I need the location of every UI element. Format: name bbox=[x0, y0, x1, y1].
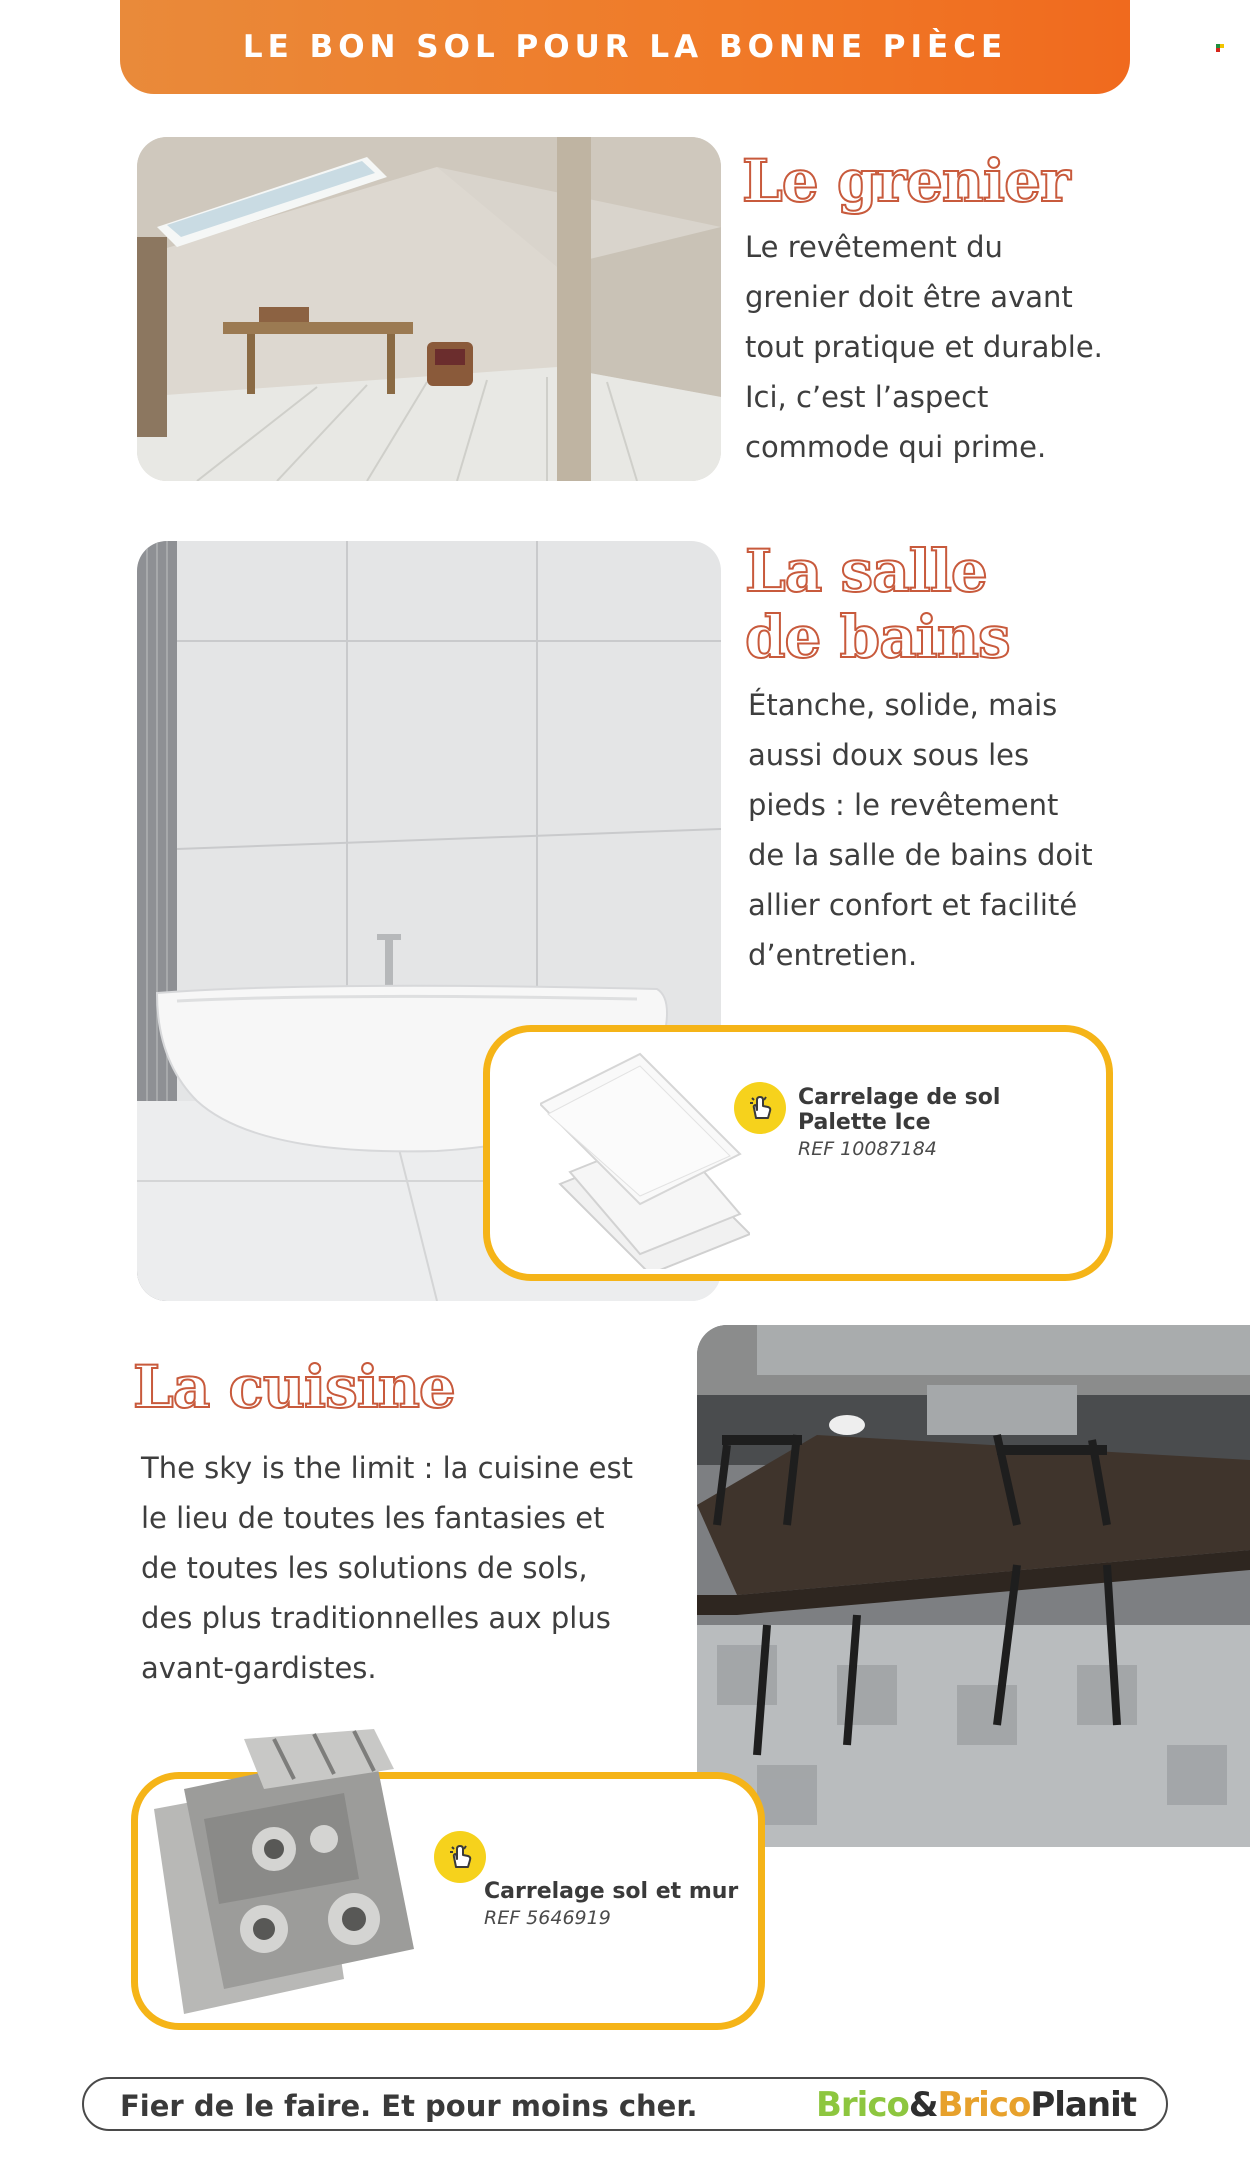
section-title-bathroom-line1: La salle bbox=[745, 537, 987, 605]
footer-slogan: Fier de le faire. Et pour moins cher. bbox=[120, 2089, 698, 2123]
product-ref: REF 10087184 bbox=[798, 1138, 937, 1160]
product-image-patterned-tiles bbox=[144, 1729, 444, 2039]
corner-logo-dots bbox=[1216, 44, 1226, 52]
attic-photo bbox=[137, 137, 721, 481]
banner-title: LE BON SOL POUR LA BONNE PIÈCE bbox=[242, 29, 1008, 65]
hand-pointer-icon bbox=[734, 1082, 786, 1134]
product-name-line1: Carrelage de sol bbox=[798, 1085, 1001, 1110]
logo-part-brico2: Brico bbox=[937, 2085, 1031, 2125]
section-text-grenier: Le revêtement du grenier doit être avant tout pratique et durable. Ici, c’est l’aspect commode qui prime. bbox=[745, 230, 1103, 464]
section-title-bathroom-line2: de bains bbox=[745, 603, 1010, 671]
section-text-kitchen: The sky is the limit : la cuisine est le lieu de toutes les fantasies et de toutes les solutions de sols, des plus traditionnelles aux plus avant-gardistes. bbox=[141, 1451, 633, 1685]
hand-pointer-icon bbox=[434, 1831, 486, 1883]
logo-ampersand: & bbox=[908, 2085, 938, 2125]
header-banner bbox=[120, 0, 1130, 94]
kitchen-photo bbox=[697, 1325, 1250, 1847]
product-ref: REF 5646919 bbox=[484, 1907, 611, 1929]
logo-part-planit: Planit bbox=[1030, 2085, 1136, 2125]
product-card-palette-ice[interactable] bbox=[483, 1025, 1113, 1281]
section-title-kitchen: La cuisine bbox=[133, 1353, 455, 1421]
product-card-carrelage-sol-mur[interactable] bbox=[131, 1772, 765, 2030]
product-name-line2: Palette Ice bbox=[798, 1110, 931, 1135]
brand-logo[interactable] bbox=[816, 2085, 1136, 2125]
product-name: Carrelage sol et mur bbox=[484, 1879, 739, 1904]
section-title-grenier: Le grenier bbox=[742, 147, 1070, 215]
section-text-bathroom: Étanche, solide, mais aussi doux sous les pieds : le revêtement de la salle de bains doit allier confort et facilité d’entretien. bbox=[748, 688, 1093, 972]
footer-bar bbox=[82, 2077, 1168, 2131]
logo-part-brico: Brico bbox=[815, 2085, 909, 2125]
product-image-tiles bbox=[540, 1044, 750, 1269]
